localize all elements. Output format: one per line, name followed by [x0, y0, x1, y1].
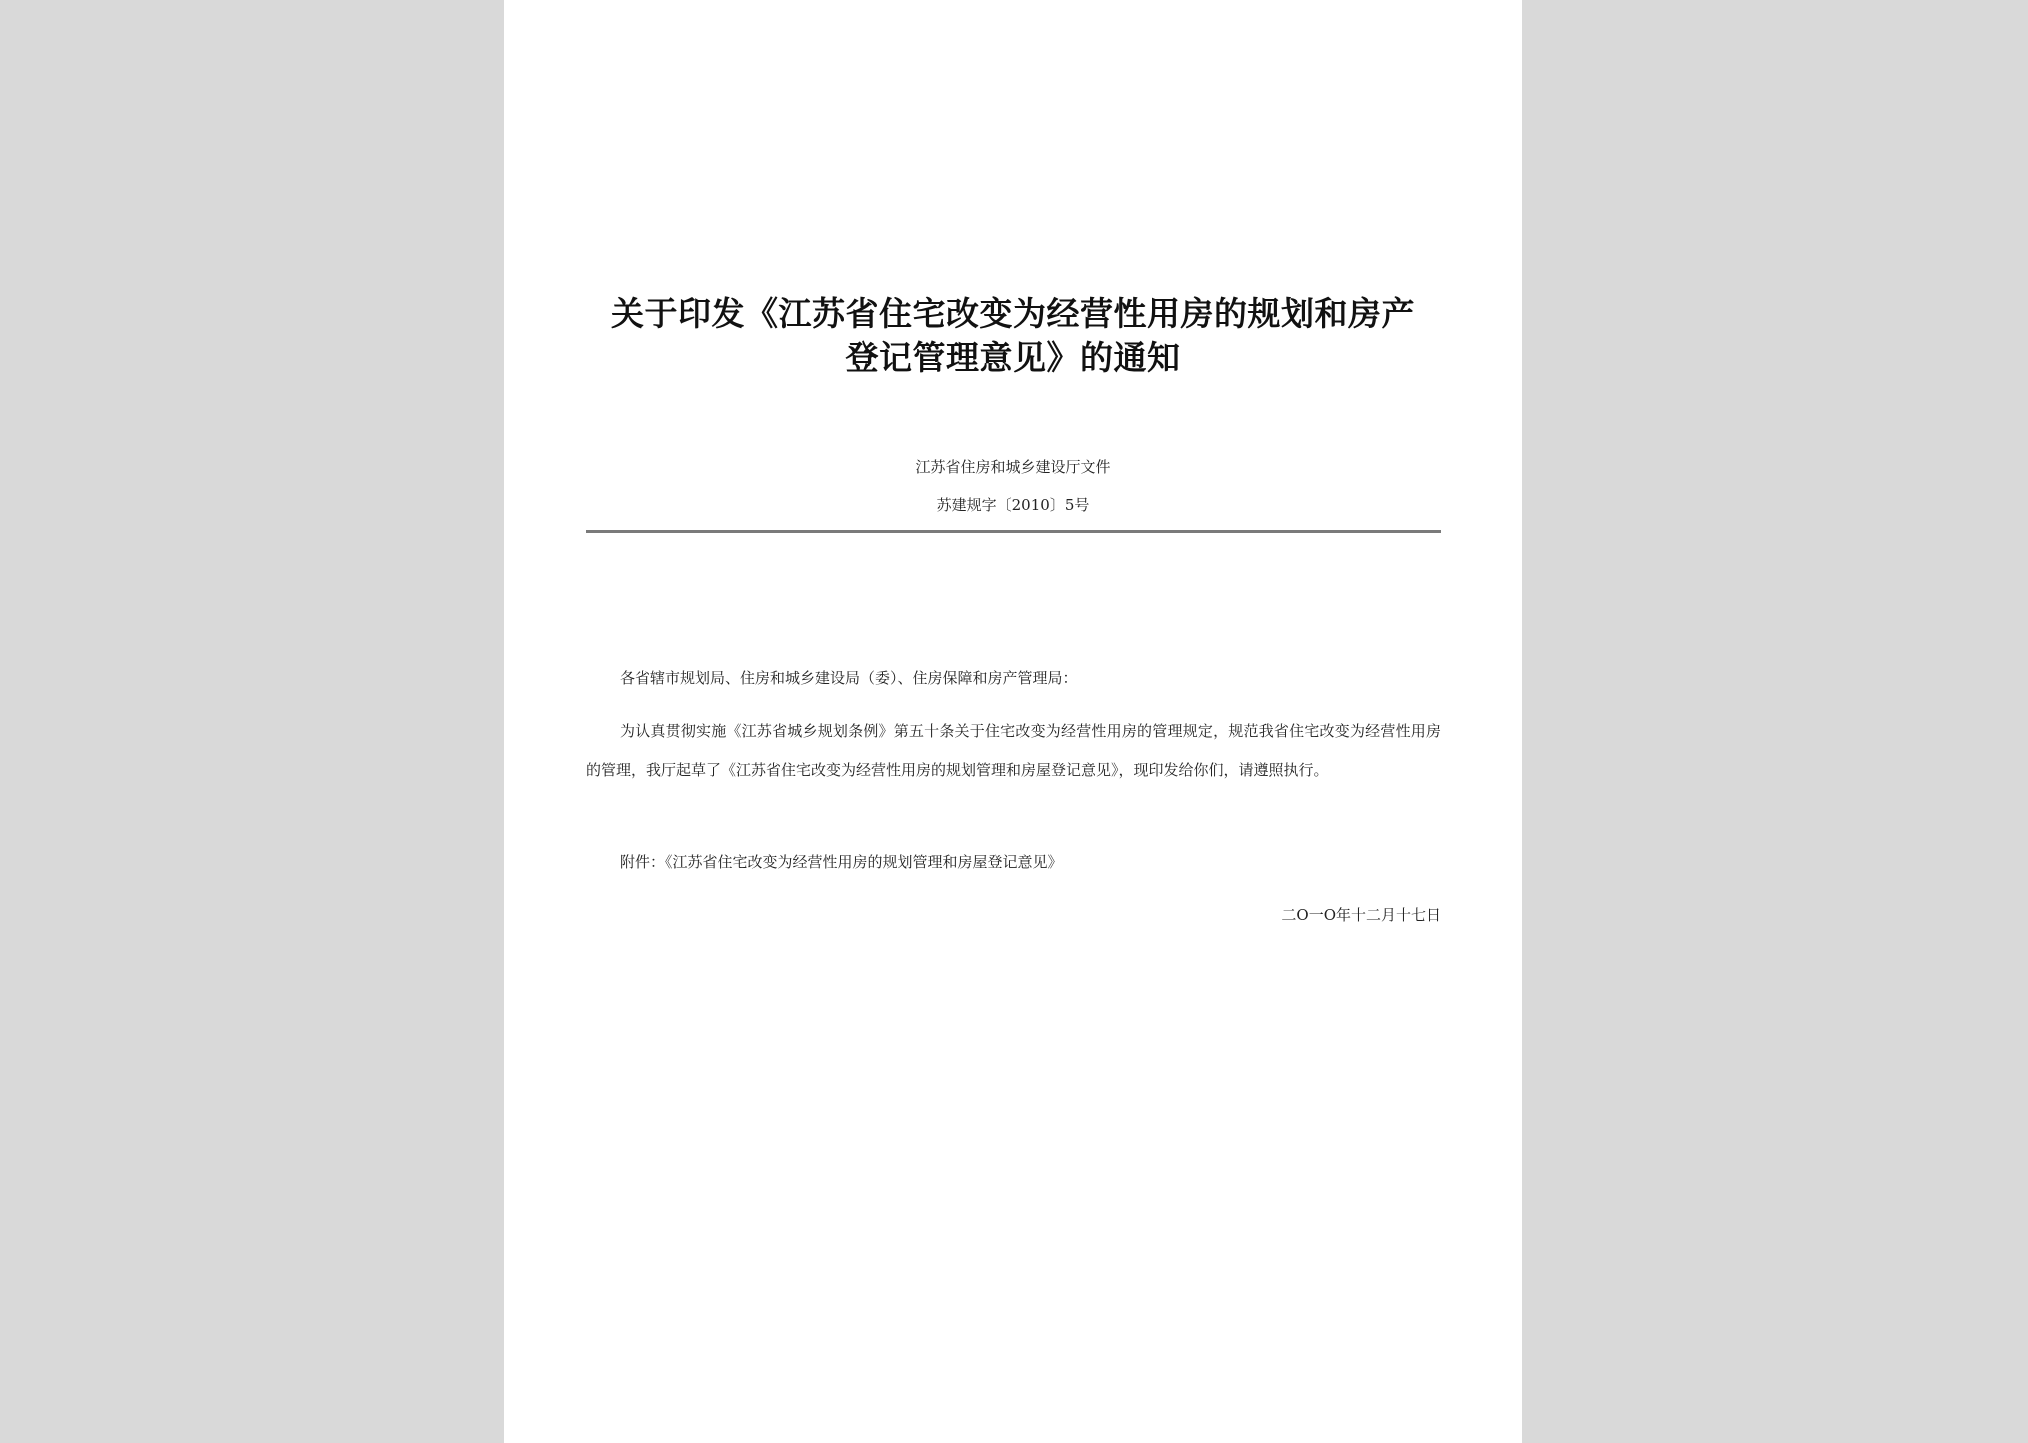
issue-date: 二O一O年十二月十七日: [1281, 906, 1441, 924]
body-paragraph: 为认真贯彻实施《江苏省城乡规划条例》第五十条关于住宅改变为经营性用房的管理规定，规范我省住宅改变为经营性用房的管理，我厅起草了《江苏省住宅改变为经营性用房的规划管理和房屋登记意见》，现印发给你们，请遵照执行。: [586, 722, 1441, 779]
header-divider: [586, 530, 1441, 533]
attachment-note: 附件：《江苏省住宅改变为经营性用房的规划管理和房屋登记意见》: [620, 853, 1063, 871]
document-page: [504, 0, 1522, 1443]
addressee: 各省辖市规划局、住房和城乡建设局（委）、住房保障和房产管理局：: [620, 669, 1078, 687]
document-title: [504, 292, 1522, 380]
title-line-2: 登记管理意见》的通知: [845, 338, 1181, 377]
title-line-1: 关于印发《江苏省住宅改变为经营性用房的规划和房产: [611, 294, 1415, 333]
issuer-name: 江苏省住房和城乡建设厅文件: [915, 458, 1111, 476]
document-number: 苏建规字〔2010〕5号: [936, 496, 1090, 514]
